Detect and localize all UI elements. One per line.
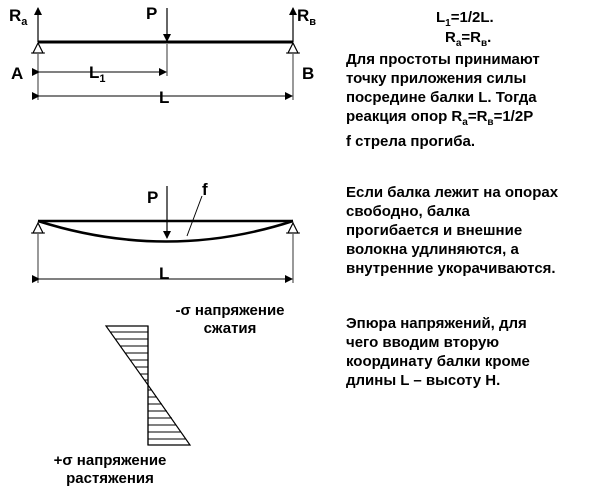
force-p2-label: P — [147, 188, 159, 207]
support-left-icon — [33, 223, 43, 233]
support-b-label: B — [302, 64, 315, 83]
deflection-leader — [187, 196, 202, 236]
formula-reactions: $R_a=R_в$. — [445, 29, 492, 49]
tension-caption: +σ напряжение растяжения — [53, 452, 167, 487]
reaction-b-label: $R_в$ — [297, 6, 317, 28]
compression-triangle — [106, 326, 148, 385]
stress-diagram — [106, 326, 190, 445]
paragraph-simplification: Для простоты принимают точку приложения силы посредине балки L. Тогда реакция опор $R_a=R_в=1/2P$ f стрела прогиба. — [346, 51, 540, 150]
span-l-label: L — [159, 88, 170, 107]
beam-diagram-1 — [9, 4, 316, 107]
span-l2-label: L — [159, 264, 170, 283]
formula-l1: $L_1=1/2L$. — [436, 9, 494, 29]
support-right-icon — [288, 223, 298, 233]
reaction-a-label: $R_a$ — [9, 6, 28, 28]
compression-caption: -σ напряжение сжатия — [175, 302, 285, 337]
support-b-icon — [288, 43, 298, 53]
beam-diagram-2 — [31, 180, 300, 283]
beam-2-deflected — [38, 221, 293, 242]
support-a-icon — [33, 43, 43, 53]
paragraph-deflection: Если балка лежит на опорах свободно, балка прогибается и внешние волокна удлиняются, а внутренние укорачиваются. — [346, 184, 559, 277]
tension-triangle — [148, 385, 190, 445]
force-p-label: P — [146, 4, 158, 23]
deflection-label: f — [202, 180, 208, 199]
span-l1-label: $L_1$ — [89, 63, 106, 85]
support-a-label: A — [11, 64, 24, 83]
paragraph-stress: Эпюра напряжений, для чего вводим вторую координату балки кроме длины L – высоту H. — [346, 315, 530, 389]
